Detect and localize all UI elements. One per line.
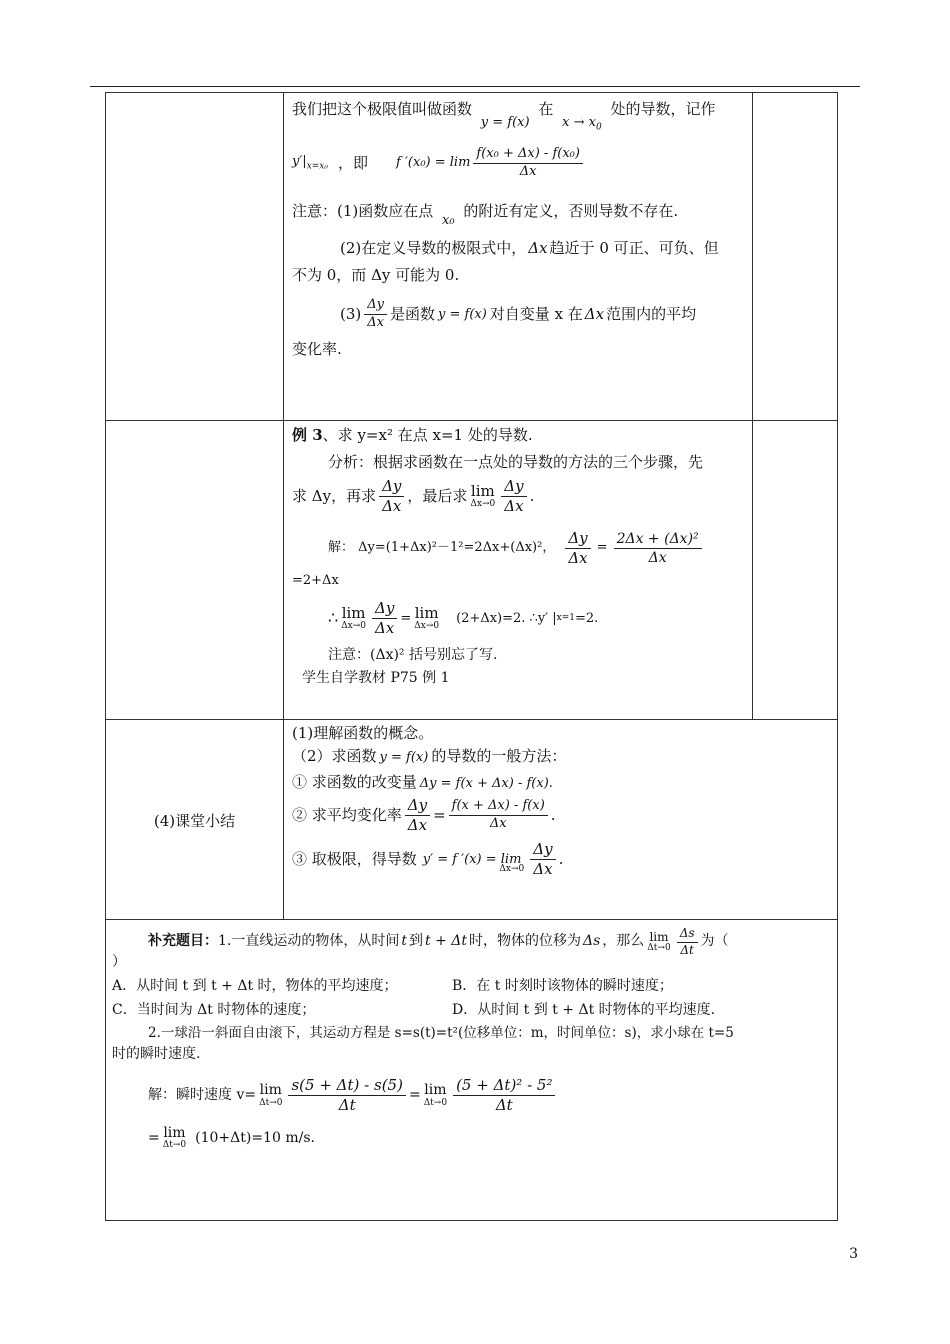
dy-dx-fraction: $\frac{\Delta y}{\Delta x}$ bbox=[379, 477, 404, 517]
note-2-cont: 不为 0，而 Δy 可能为 0. bbox=[292, 266, 460, 285]
question-1-close: ） bbox=[112, 954, 126, 971]
question-2: 2.一球沿一斜面自由滚下，其运动方程是 s=s(t)=t²(位移单位：m，时间单位：s)，求小球在 t=5 bbox=[148, 1025, 734, 1042]
definition-line bbox=[292, 98, 748, 133]
option-c: C．当时间为 Δt 时物体的速度； bbox=[112, 1001, 316, 1018]
summary-item-1: (1)理解函数的概念。 bbox=[292, 724, 434, 742]
analysis-line: 分析：根据求函数在一点处的导数的方法的三个步骤，先 bbox=[328, 453, 704, 472]
row-divider-1 bbox=[105, 420, 838, 421]
row2-content bbox=[292, 424, 748, 690]
summary-item-2: （2）求函数 y = f(x) 的导数的一般方法： bbox=[292, 747, 567, 766]
option-a: A．从时间 t 到 t + Δt 时，物体的平均速度； bbox=[112, 977, 398, 994]
options-row-1 bbox=[112, 976, 834, 998]
dy-dx-fraction: $\frac{\Delta y}{\Delta x}$ bbox=[530, 840, 555, 880]
dy-dx-fraction: $\frac{\Delta y}{\Delta x}$ bbox=[405, 796, 430, 836]
note-brackets: 注意：(Δx)² 括号别忘了写. bbox=[328, 646, 498, 663]
option-d: D．从时间 t 到 t + Δt 时物体的平均速度. bbox=[452, 1001, 716, 1018]
solution-line-2: =2+Δx bbox=[292, 572, 339, 588]
table-border-right bbox=[837, 92, 838, 1221]
header-rule bbox=[90, 86, 860, 87]
ds-dt-fraction: $\frac{\Delta s}{\Delta t}$ bbox=[677, 926, 698, 958]
row4-content bbox=[112, 926, 834, 1151]
derivative-fraction: $\frac{\text{f(x₀ + Δx) - f(x₀)}}{\Delta x}$ bbox=[473, 146, 583, 181]
dy-dx-fraction: $\frac{\Delta y}{\Delta x}$ bbox=[364, 297, 387, 332]
row-divider-3 bbox=[105, 919, 838, 920]
text: ，即 bbox=[338, 153, 369, 172]
question-1: 补充题目： 1.一直线运动的物体，从时间 t 到 t + Δt 时，物体的位移为 Δs ，那么 lim Δt→0 $\frac{\Delta s}{\Delta t}$ 为（ bbox=[148, 926, 729, 957]
lim-operator: lim Δt→0 bbox=[259, 1082, 283, 1108]
velocity-fraction-2: $\frac{\text{(5 + Δt)² - 5²}}{\Delta t}$ bbox=[453, 1076, 555, 1116]
dy-dx-fraction: $\frac{\Delta y}{\Delta x}$ bbox=[565, 529, 590, 569]
summary-label: (4)课堂小结 bbox=[153, 812, 236, 830]
note-1: 注意：(1)函数应在点 x₀ 的附近有定义，否则导数不存在. bbox=[292, 201, 679, 228]
dy-dx-fraction: $\frac{\Delta y}{\Delta x}$ bbox=[501, 477, 526, 517]
example-3-title: 例 3、求 y=x² 在点 x=1 处的导数. bbox=[292, 426, 533, 444]
derivative-definition bbox=[292, 142, 748, 186]
dy-dx-fraction: $\frac{\Delta y}{\Delta x}$ bbox=[372, 599, 397, 639]
text: 我们把这个极限值叫做函数 bbox=[292, 100, 473, 118]
table-border-bottom bbox=[105, 1220, 838, 1221]
math-x-to-x0: $x \to x_0$ bbox=[562, 115, 602, 133]
difference-quotient: $\frac{f(x + \Delta x) - f(x)}{\Delta x}$ bbox=[449, 798, 548, 833]
table-border-top bbox=[105, 92, 838, 93]
summary-item-5: ③ 取极限，得导数 y′ = f ′(x) = lim Δx→0 $\frac{\Delta y}{\Delta x}$ . bbox=[292, 839, 564, 879]
page-number: 3 bbox=[849, 1246, 858, 1262]
solution-fraction: $\frac{\text{2Δx + (Δx)²}}{\Delta x}$ bbox=[614, 530, 702, 567]
row3-content bbox=[292, 722, 748, 880]
note-3: (3) $\frac{\Delta y}{\Delta x}$ 是函数 y = f(x) 对自变量 x 在 Δx 范围内的平均 bbox=[340, 297, 697, 331]
velocity-fraction-1: $\frac{s(5 + \Delta t) - s(5)}{\Delta t}$ bbox=[288, 1076, 405, 1116]
y-prime-notation: $y'|_{x=x_0}$ bbox=[292, 154, 328, 172]
option-b: B．在 t 时刻时该物体的瞬时速度； bbox=[452, 977, 673, 994]
note-2: (2)在定义导数的极限式中， Δx 趋近于 0 可正、可负、但 bbox=[340, 238, 719, 257]
analysis-line-2: 求 Δy，再求 $\frac{\Delta y}{\Delta x}$ ，最后求 lim Δx→0 $\frac{\Delta y}{\Delta x}$ . bbox=[292, 476, 535, 515]
summary-item-3: ① 求函数的改变量 Δy = f(x + Δx) - f(x). bbox=[292, 772, 553, 791]
note-3-cont: 变化率. bbox=[292, 340, 342, 359]
options-row-2 bbox=[112, 1000, 834, 1022]
q2-solution-2: = lim Δt→0 (10+Δt)=10 m/s. bbox=[148, 1124, 315, 1151]
question-2-cont: 时的瞬时速度. bbox=[112, 1046, 201, 1063]
q2-solution: 解：瞬时速度 v= lim Δt→0 $\frac{s(5 + \Delta t) - s(5)}{\Delta t}$ = lim Δt→0 $\frac{\text{(5 + Δt)² - 5²}}{\Delta t}$ bbox=[112, 1076, 834, 1116]
text: 处的导数，记作 bbox=[610, 100, 716, 118]
solution-line-3: ∴ lim Δx→0 $\frac{\Delta y}{\Delta x}$ = lim Δx→0 (2+Δx)=2. ∴y′ | x=1 =2. bbox=[328, 598, 599, 638]
summary-item-4: ② 求平均变化率 $\frac{\Delta y}{\Delta x}$ = $\frac{f(x + \Delta x) - f(x)}{\Delta x}$ . bbox=[292, 795, 556, 835]
math-fx: y = f(x) bbox=[480, 115, 530, 130]
row-divider-2 bbox=[105, 719, 838, 720]
lim-operator: lim Δt→0 bbox=[162, 1124, 187, 1151]
lim-operator: lim Δx→0 bbox=[341, 604, 367, 631]
math-lim: f ′(x₀) = lim bbox=[396, 155, 471, 171]
lim-operator: lim Δx→0 bbox=[470, 482, 496, 509]
table-border-left bbox=[105, 92, 106, 1221]
text: 在 bbox=[538, 100, 554, 118]
col-divider-2 bbox=[752, 92, 753, 720]
lim-operator: lim Δt→0 bbox=[423, 1082, 448, 1108]
row1-content bbox=[292, 98, 748, 361]
col-divider-1 bbox=[283, 92, 284, 920]
self-study: 学生自学教材 P75 例 1 bbox=[302, 670, 450, 687]
lim-operator: lim Δx→0 bbox=[414, 604, 440, 631]
lim-operator: lim Δt→0 bbox=[647, 929, 671, 953]
solution-line: 解： Δy=(1+Δx)²－1²=2Δx+(Δx)²， $\frac{\Delta y}{\Delta x}$ = $\frac{\text{2Δx + (Δx)²}}{\Delta x}$ bbox=[292, 529, 748, 569]
